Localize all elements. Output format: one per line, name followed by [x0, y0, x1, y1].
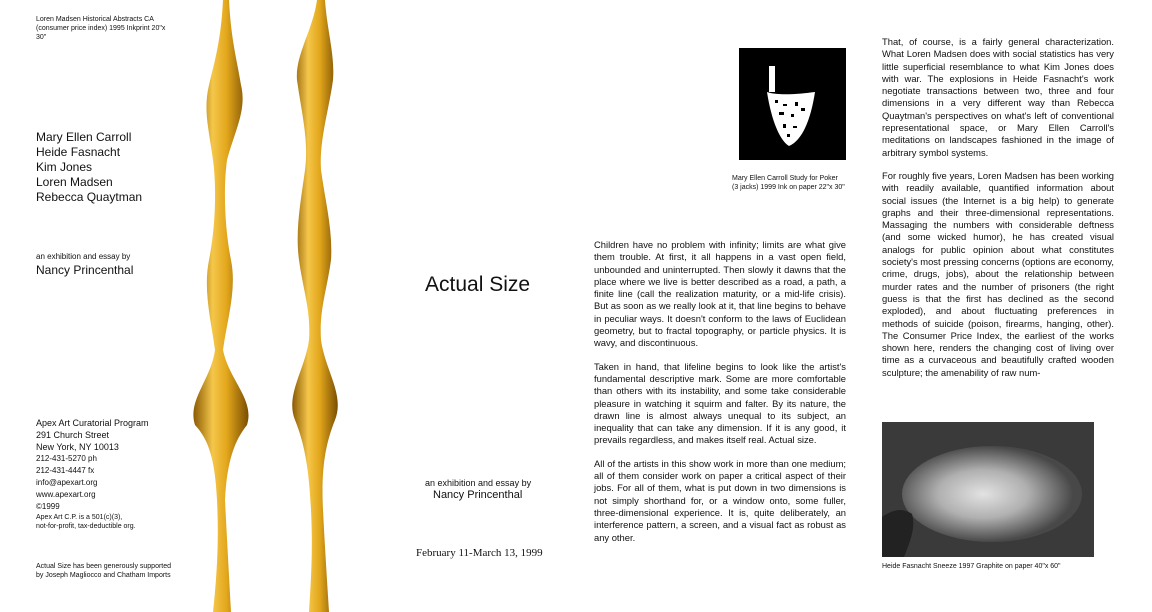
caption-madsen: Loren Madsen Historical Abstracts CA (consumer price index) 1995 Inkprint 20"x 30"	[36, 16, 166, 41]
page-title: Actual Size	[425, 273, 531, 296]
sculpture-column-right	[292, 0, 338, 612]
artist-name: Heide Fasnacht	[36, 145, 121, 159]
nonprofit-line: not-for-profit, tax-deductible org.	[36, 523, 136, 530]
caption-line: Mary Ellen Carroll Study for Poker	[732, 175, 838, 182]
fax: 212-431-4447 fx	[36, 466, 95, 475]
web-link[interactable]: www.apexart.org	[36, 490, 96, 499]
artist-name: Kim Jones	[36, 160, 93, 174]
email-link[interactable]: info@apexart.org	[36, 478, 98, 487]
author-left: Nancy Princenthal	[36, 263, 134, 277]
caption-fasnacht: Heide Fasnacht Sneeze 1997 Graphite on paper 40"x 60"	[882, 563, 1061, 570]
nonprofit-line: Apex Art C.P. is a 501(c)(3),	[36, 514, 123, 521]
carroll-artwork-image	[739, 48, 846, 160]
fasnacht-artwork-image	[882, 422, 1094, 557]
org-name: Apex Art Curatorial Program	[36, 418, 149, 428]
essay-paragraph: Taken in hand, that lifeline begins to look like the artist's fundamental descriptive mark. Some are more comfortable than others with its instability, and some take considerable pleasure in watching it squirm and falter. By its nature, the drawn line is almost always unequal to its subject, an inequality that can take any dimension. If it is any good, it prevails regardless, and makes itself real. Actual size.	[594, 360, 846, 446]
exhibition-dates: February 11-March 13, 1999	[416, 547, 543, 559]
essay-column-1	[594, 239, 846, 555]
sculpture-image	[165, 0, 390, 612]
artist-name: Mary Ellen Carroll	[36, 130, 132, 144]
essay-paragraph: Children have no problem with infinity; limits are what give them trouble. At first, it all happens in a vast open field, unbounded and uninterrupted. Then slowly it dawns that the place where we live is better described as a road, a path, a finite line (call the realization maturity, or a mid-life crisis). But as soon as we really look at it, that line begins to behave in peculiar ways. It doesn't conform to the laws of Euclidean geometry, but to fractal topography, or particle physics. It is wavy, and discontinuous.	[594, 239, 846, 349]
phone: 212-431-5270 ph	[36, 454, 97, 463]
city: New York, NY 10013	[36, 442, 119, 452]
artist-name: Rebecca Quaytman	[36, 190, 143, 204]
copyright: ©1999	[36, 502, 60, 511]
artist-list	[36, 130, 142, 205]
essay-column-2	[882, 36, 1114, 390]
caption-carroll	[732, 174, 862, 192]
contact-block	[36, 417, 166, 531]
artist-name: Loren Madsen	[36, 175, 113, 189]
support-line: Actual Size has been generously supported	[36, 563, 172, 570]
street: 291 Church Street	[36, 430, 110, 440]
author-center: Nancy Princenthal	[433, 489, 523, 501]
sculpture-column-left	[193, 0, 248, 612]
caption-line: (3 jacks) 1999 Ink on paper 22"x 30"	[732, 184, 845, 191]
essay-paragraph: All of the artists in this show work in more than one medium; all of them consider work on paper a critical aspect of their jobs. For all of them, what is put down in two dimensions is not simply shorthand for, or a window onto, some fuller, three-dimensional experience. It is, quite deliberately, an interference pattern, a screen, and a visual fact as robust as any other.	[594, 457, 846, 543]
essay-byline-center: an exhibition and essay by	[425, 478, 532, 488]
essay-paragraph: For roughly five years, Loren Madsen has been working with readily available, quantified information about social issues (the Internet is a big help) to generate graphs and their three-dimensional representations. Massaging the numbers with considerable deftness (and some wicked humor), he has created visual analogs for public opinion about what constitutes society's most pressing concerns (options are economy, crime, drugs, jobs), about the relationship between murder rates and the number of prisoners (the right guess is that the first has declined as the second exploded), and about fluctuating preferences in methods of suicide (poison, firearms, hanging, other). The Consumer Price Index, the earliest of the works shown here, renders the changing cost of living over time as a curvaceous and beautifully crafted wooden sculpture; the amenability of raw num-	[882, 169, 1114, 378]
essay-byline-left: an exhibition and essay by	[36, 252, 131, 261]
essay-paragraph: That, of course, is a fairly general characterization. What Loren Madsen does with social statistics has very little superficial resemblance to what Kim Jones does with war. The explosions in Heide Fasnacht's work negotiate transactions between two, three and four dimensions in a very different way than Rebecca Quaytman's perspectives on what's left of conventional representational space, or Mary Ellen Carroll's meditations on landscapes fashioned in the image of arbitrary symbol systems.	[882, 36, 1114, 158]
support-credit	[36, 562, 176, 580]
support-line: by Joseph Magliocco and Chatham Imports	[36, 572, 171, 579]
